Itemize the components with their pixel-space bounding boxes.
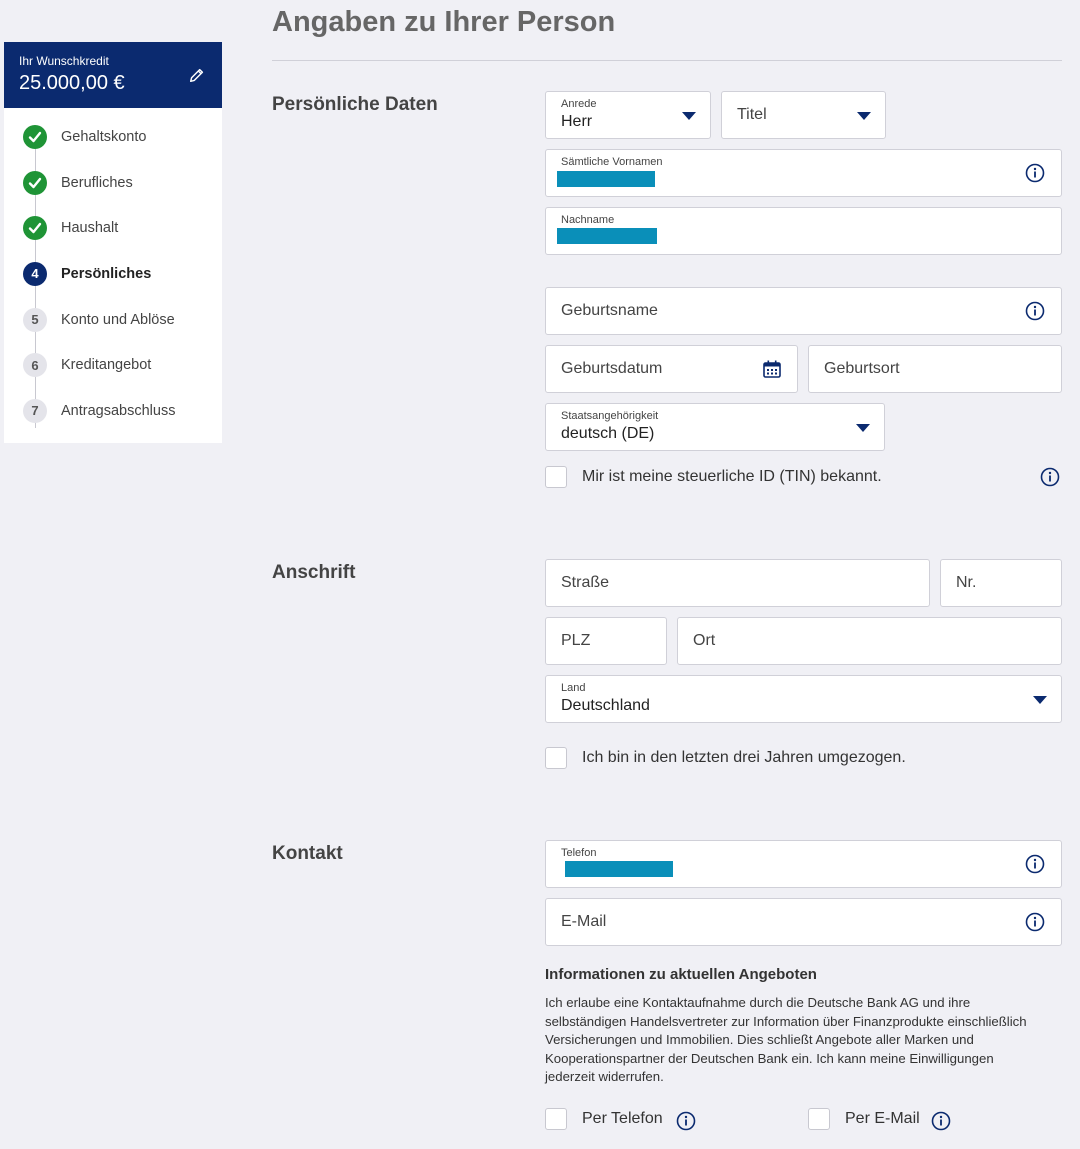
chevron-down-icon bbox=[1033, 696, 1047, 704]
credit-amount: 25.000,00 € bbox=[19, 72, 125, 94]
step-number: 5 bbox=[23, 308, 47, 332]
vornamen-field[interactable] bbox=[545, 149, 1062, 197]
info-icon[interactable] bbox=[1025, 163, 1045, 183]
section-title-address: Anschrift bbox=[272, 562, 356, 583]
chevron-down-icon bbox=[856, 424, 870, 432]
field-label: Nachname bbox=[561, 214, 615, 226]
field-value: Herr bbox=[561, 113, 593, 130]
info-icon[interactable] bbox=[1025, 301, 1045, 321]
header-divider bbox=[272, 60, 1062, 61]
consent-text: Ich erlaube eine Kontaktaufnahme durch die Deutsche Bank AG und ihre selbständigen Handelsvertreter zur Information über Finanzprodukte einschließlich Versicherungen und Immobilien. Dies schließt Angebote aller Marken und Kooperationspartner der Deutschen Bank ein. Ich kann meine Einwilligungen jederzeit widerrufen. bbox=[545, 995, 1027, 1084]
check-icon bbox=[23, 216, 47, 240]
step-label: Haushalt bbox=[61, 220, 119, 237]
step-label: Antragsabschluss bbox=[61, 402, 176, 419]
field-label: Telefon bbox=[561, 847, 597, 859]
field-placeholder: Geburtsdatum bbox=[561, 360, 663, 377]
step-label: Konto und Ablöse bbox=[61, 311, 175, 328]
email-field[interactable] bbox=[545, 898, 1062, 946]
step-list bbox=[4, 108, 222, 443]
step-number: 7 bbox=[23, 399, 47, 423]
credit-summary bbox=[4, 42, 222, 108]
step-berufliches[interactable] bbox=[4, 160, 222, 206]
step-label: Persönliches bbox=[61, 265, 152, 282]
field-placeholder: PLZ bbox=[561, 632, 591, 649]
field-placeholder: Ort bbox=[693, 632, 716, 649]
field-placeholder: Straße bbox=[561, 574, 610, 591]
section-title-personal: Persönliche Daten bbox=[272, 94, 438, 115]
field-placeholder: Nr. bbox=[956, 574, 977, 591]
field-value: deutsch (DE) bbox=[561, 425, 655, 442]
info-icon[interactable] bbox=[1040, 467, 1060, 487]
pencil-icon[interactable] bbox=[188, 66, 206, 84]
info-icon[interactable] bbox=[1025, 854, 1045, 874]
redacted-value bbox=[557, 171, 655, 187]
land-select[interactable] bbox=[545, 675, 1062, 723]
tin-checkbox-label: Mir ist meine steuerliche ID (TIN) bekannt. bbox=[582, 468, 882, 485]
tin-checkbox[interactable] bbox=[545, 466, 567, 488]
moved-checkbox-label: Ich bin in den letzten drei Jahren umgezogen. bbox=[582, 749, 906, 766]
field-label: Anrede bbox=[561, 98, 597, 110]
info-icon[interactable] bbox=[676, 1111, 696, 1131]
strasse-field[interactable] bbox=[545, 559, 930, 607]
step-label: Berufliches bbox=[61, 174, 133, 191]
step-kreditangebot bbox=[4, 342, 222, 388]
credit-label: Ihr Wunschkredit bbox=[19, 54, 109, 68]
redacted-value bbox=[557, 228, 657, 244]
chevron-down-icon bbox=[857, 112, 871, 120]
geburtsdatum-field[interactable] bbox=[545, 345, 798, 393]
info-icon[interactable] bbox=[1025, 912, 1045, 932]
page-title: Angaben zu Ihrer Person bbox=[272, 6, 616, 38]
step-number: 6 bbox=[23, 353, 47, 377]
field-placeholder: E-Mail bbox=[561, 913, 607, 930]
per-email-label: Per E-Mail bbox=[845, 1110, 920, 1127]
check-icon bbox=[23, 171, 47, 195]
progress-sidebar bbox=[4, 42, 222, 443]
hausnummer-field[interactable] bbox=[940, 559, 1062, 607]
step-konto-abloese bbox=[4, 297, 222, 343]
field-value: Deutschland bbox=[561, 697, 650, 714]
calendar-icon[interactable] bbox=[762, 359, 782, 379]
geburtsname-field[interactable] bbox=[545, 287, 1062, 335]
step-gehaltskonto[interactable] bbox=[4, 114, 222, 160]
offers-heading: Informationen zu aktuellen Angeboten bbox=[545, 966, 817, 983]
ort-field[interactable] bbox=[677, 617, 1062, 665]
check-icon bbox=[23, 125, 47, 149]
field-label: Sämtliche Vornamen bbox=[561, 156, 663, 168]
redacted-value bbox=[565, 861, 673, 877]
step-persoenliches bbox=[4, 251, 222, 297]
step-label: Gehaltskonto bbox=[61, 128, 147, 145]
per-telefon-checkbox[interactable] bbox=[545, 1108, 567, 1130]
field-placeholder: Geburtsname bbox=[561, 302, 658, 319]
plz-field[interactable] bbox=[545, 617, 667, 665]
field-label: Land bbox=[561, 682, 586, 694]
anrede-select[interactable] bbox=[545, 91, 711, 139]
per-telefon-label: Per Telefon bbox=[582, 1110, 663, 1127]
step-label: Kreditangebot bbox=[61, 357, 152, 374]
chevron-down-icon bbox=[682, 112, 696, 120]
moved-checkbox[interactable] bbox=[545, 747, 567, 769]
titel-select[interactable] bbox=[721, 91, 886, 139]
field-label: Staatsangehörigkeit bbox=[561, 410, 659, 422]
nachname-field[interactable] bbox=[545, 207, 1062, 255]
field-placeholder: Geburtsort bbox=[824, 360, 900, 377]
geburtsort-field[interactable] bbox=[808, 345, 1062, 393]
per-email-checkbox[interactable] bbox=[808, 1108, 830, 1130]
info-icon[interactable] bbox=[931, 1111, 951, 1131]
section-title-contact: Kontakt bbox=[272, 843, 343, 864]
telefon-field[interactable] bbox=[545, 840, 1062, 888]
field-placeholder: Titel bbox=[737, 106, 767, 123]
step-number: 4 bbox=[23, 262, 47, 286]
step-antragsabschluss bbox=[4, 388, 222, 434]
step-haushalt[interactable] bbox=[4, 205, 222, 251]
staatsangehoerigkeit-select[interactable] bbox=[545, 403, 885, 451]
